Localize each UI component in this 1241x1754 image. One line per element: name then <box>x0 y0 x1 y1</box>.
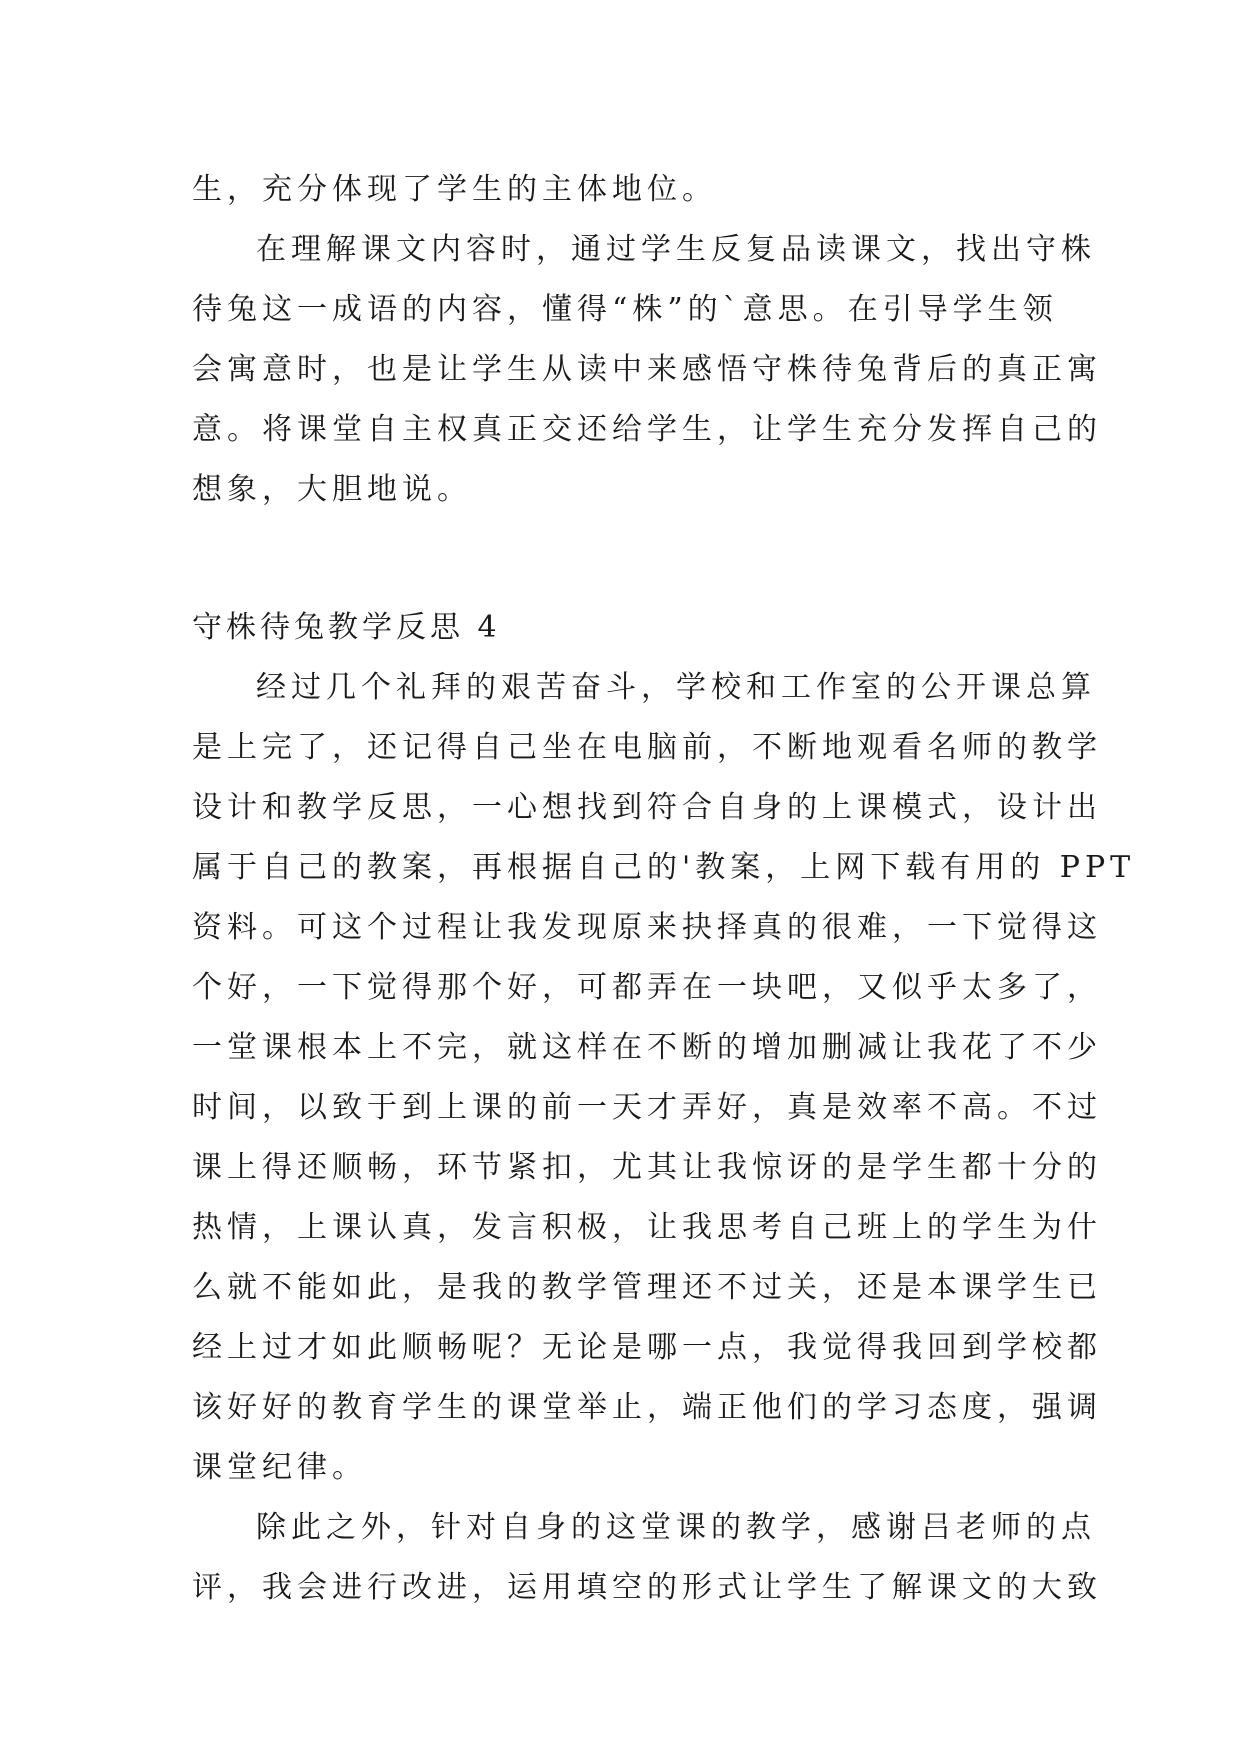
text-line: 评，我会进行改进，运用填空的形式让学生了解课文的大致 <box>192 1570 1102 1605</box>
paragraph <box>192 1498 1102 1618</box>
text-line: 热情，上课认真，发言积极，让我思考自己班上的学生为什 <box>192 1210 1102 1245</box>
paragraph <box>192 658 1136 1498</box>
text-line: 设计和教学反思，一心想找到符合自身的上课模式，设计出 <box>192 790 1102 825</box>
text-line: 属于自己的教案，再根据自己的'教案，上网下载有用的 PPT <box>192 850 1136 885</box>
text-line: 资料。可这个过程让我发现原来抉择真的很难，一下觉得这 <box>192 910 1102 945</box>
document-page <box>192 160 1136 1618</box>
section-gap <box>192 520 1052 598</box>
text-line: 一堂课根本上不完，就这样在不断的增加删减让我花了不少 <box>192 1030 1102 1065</box>
text-line: 待兔这一成语的内容，懂得“株”的`意思。在引导学生领 <box>192 292 1058 327</box>
text-line: 除此之外，针对自身的这堂课的教学，感谢吕老师的点 <box>256 1510 1096 1545</box>
text-line: 个好，一下觉得那个好，可都弄在一块吧，又似乎太多了， <box>192 970 1102 1005</box>
text-line: 想象，大胆地说。 <box>192 472 472 507</box>
text-line: 会寓意时，也是让学生从读中来感悟守株待兔背后的真正寓 <box>192 352 1102 387</box>
text-line: 经过几个礼拜的艰苦奋斗，学校和工作室的公开课总算 <box>256 670 1096 705</box>
text-line: 在理解课文内容时，通过学生反复品读课文，找出守株 <box>256 232 1096 267</box>
text-line: 该好好的教育学生的课堂举止，端正他们的学习态度，强调 <box>192 1390 1102 1425</box>
text-line: 么就不能如此，是我的教学管理还不过关，还是本课学生已 <box>192 1270 1102 1305</box>
text-line: 课上得还顺畅，环节紧扣，尤其让我惊讶的是学生都十分的 <box>192 1150 1102 1185</box>
text-line: 经上过才如此顺畅呢？无论是哪一点，我觉得我回到学校都 <box>192 1330 1102 1365</box>
section-title: 守株待兔教学反思 4 <box>192 610 501 645</box>
text-line: 课堂纪律。 <box>192 1450 367 1485</box>
text-line: 意。将课堂自主权真正交还给学生，让学生充分发挥自己的 <box>192 412 1102 447</box>
text-line: 是上完了，还记得自己坐在电脑前，不断地观看名师的教学 <box>192 730 1102 765</box>
paragraph <box>192 220 1102 520</box>
paragraph-continued <box>192 160 1052 220</box>
text-line: 时间，以致于到上课的前一天才弄好，真是效率不高。不过 <box>192 1090 1102 1125</box>
text-line: 生，充分体现了学生的主体地位。 <box>192 172 717 207</box>
